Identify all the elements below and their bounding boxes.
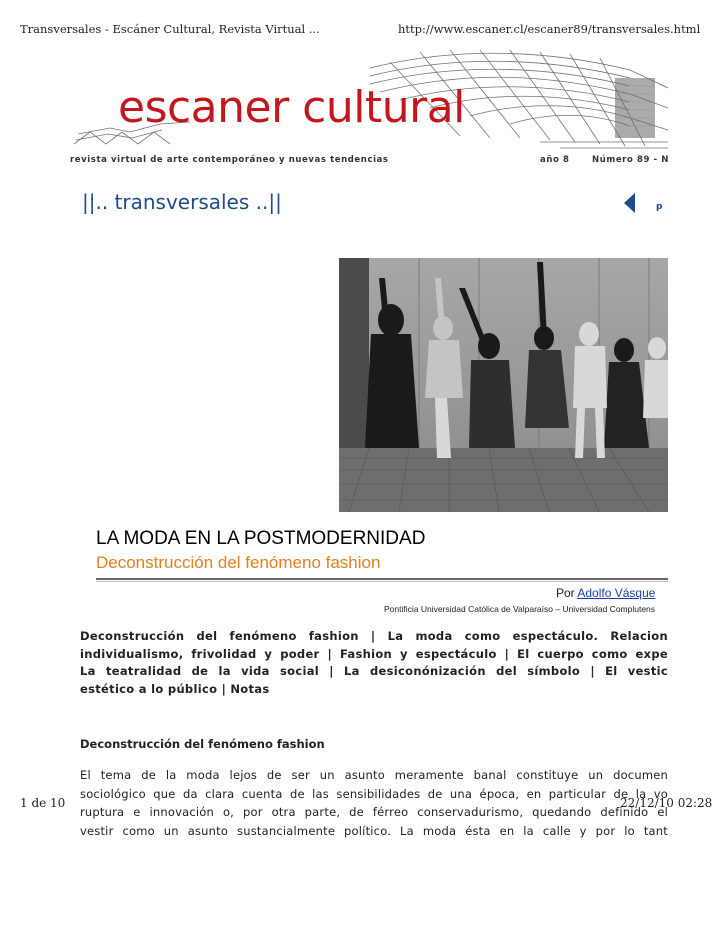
author-link[interactable]: Adolfo Vásque: [577, 586, 656, 600]
toc-line[interactable]: estético a lo público | Notas: [80, 681, 270, 696]
toc-line[interactable]: La teatralidad de la vida social | La desiconónización del símbolo | El vestic: [80, 664, 668, 678]
article-body: [80, 766, 668, 840]
title-divider-shadow: [96, 581, 668, 582]
article-toc: [80, 628, 668, 698]
nav-link[interactable]: p: [656, 202, 663, 212]
body-line: ruptura e innovación o, por otra parte, de férreo conservadurismo, quedando definido el: [80, 805, 668, 819]
body-line: sociológico que da clara cuenta de las sensibilidades de una época, en particular de la vo: [80, 786, 668, 801]
body-line: vestir como un asunto sustancialmente político. La moda ésta en la calle y por lo tant: [80, 823, 668, 838]
byline: [556, 586, 655, 600]
toc-line[interactable]: individualismo, frivolidad y poder | Fashion y espectáculo | El cuerpo como expe: [80, 646, 668, 661]
section-title: ||.. transversales ..||: [82, 190, 282, 214]
article-photo: [339, 258, 668, 512]
section-heading: Deconstrucción del fenómeno fashion: [80, 737, 325, 751]
site-tagline: revista virtual de arte contemporáneo y nuevas tendencias: [70, 155, 389, 165]
issue-year: año 8: [540, 155, 570, 165]
author-affiliation: Pontificia Universidad Católica de Valparaíso – Universidad Complutens: [384, 604, 656, 614]
body-line: El tema de la moda lejos de ser un asunto meramente banal constituye un documen: [80, 768, 668, 782]
site-logo[interactable]: escaner cultural: [118, 82, 465, 133]
title-divider: [96, 578, 668, 580]
print-header-title: Transversales - Escáner Cultural, Revista Virtual ...: [20, 22, 320, 36]
toc-line[interactable]: Deconstrucción del fenómeno fashion | La moda como espectáculo. Relacion: [80, 629, 668, 643]
print-footer-datetime: 22/12/10 02:28: [620, 796, 713, 810]
prev-arrow-icon[interactable]: [624, 193, 636, 217]
print-footer-page: 1 de 10: [20, 796, 66, 810]
issue-number: Número 89 - N: [592, 155, 669, 165]
byline-prefix: Por: [556, 586, 578, 600]
article-subtitle: Deconstrucción del fenómeno fashion: [96, 553, 381, 572]
print-header-url: http://www.escaner.cl/escaner89/transversales.html: [398, 22, 701, 36]
article-title: LA MODA EN LA POSTMODERNIDAD: [96, 528, 426, 549]
